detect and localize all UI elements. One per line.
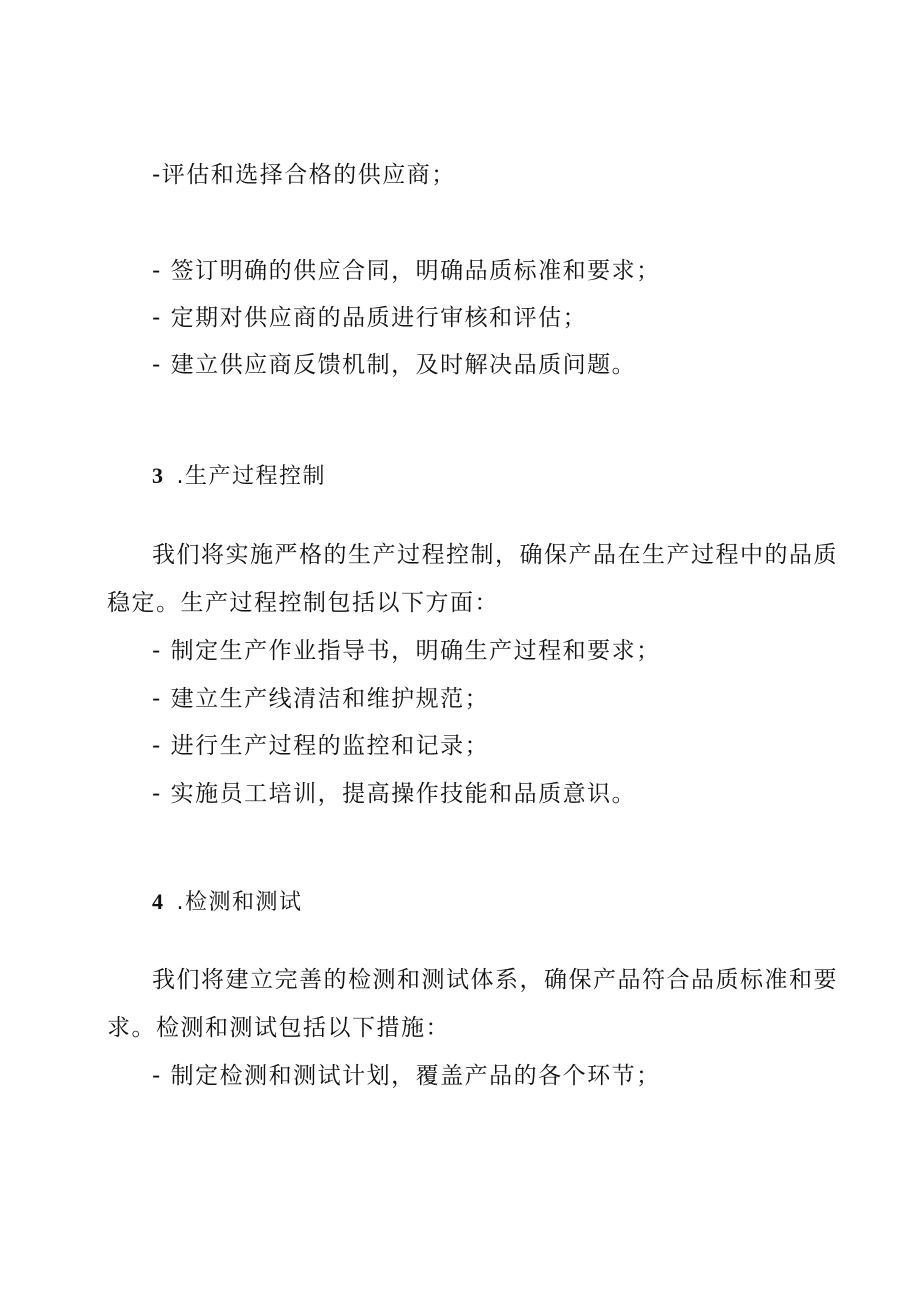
section-title: .检测和测试 [176, 890, 303, 915]
list-item: - 制定检测和测试计划，覆盖产品的各个环节； [152, 1063, 661, 1089]
list-item: - 定期对供应商的品质进行审核和评估； [152, 305, 588, 331]
section-heading-3 [152, 461, 326, 492]
paragraph-line: 我们将建立完善的检测和测试体系，确保产品符合品质标准和要 [152, 967, 838, 993]
list-item: -评估和选择合格的供应商； [152, 162, 456, 188]
list-item: - 进行生产过程的监控和记录； [152, 733, 490, 759]
list-item: - 实施员工培训，提高操作技能和品质意识。 [152, 781, 637, 807]
list-item: - 建立供应商反馈机制，及时解决品质问题。 [152, 352, 637, 378]
list-item: - 制定生产作业指导书，明确生产过程和要求； [152, 638, 661, 664]
section-heading-4 [152, 887, 303, 918]
list-item: - 建立生产线清洁和维护规范； [152, 686, 490, 712]
list-item: - 签订明确的供应合同，明确品质标准和要求； [152, 258, 661, 284]
section-number: 3 [152, 463, 165, 488]
paragraph-line: 稳定。生产过程控制包括以下方面： [107, 590, 499, 616]
paragraph-line: 我们将实施严格的生产过程控制，确保产品在生产过程中的品质 [152, 542, 838, 568]
section-title: .生产过程控制 [176, 464, 326, 489]
paragraph-line: 求。检测和测试包括以下措施： [107, 1015, 450, 1041]
section-number: 4 [152, 889, 165, 914]
